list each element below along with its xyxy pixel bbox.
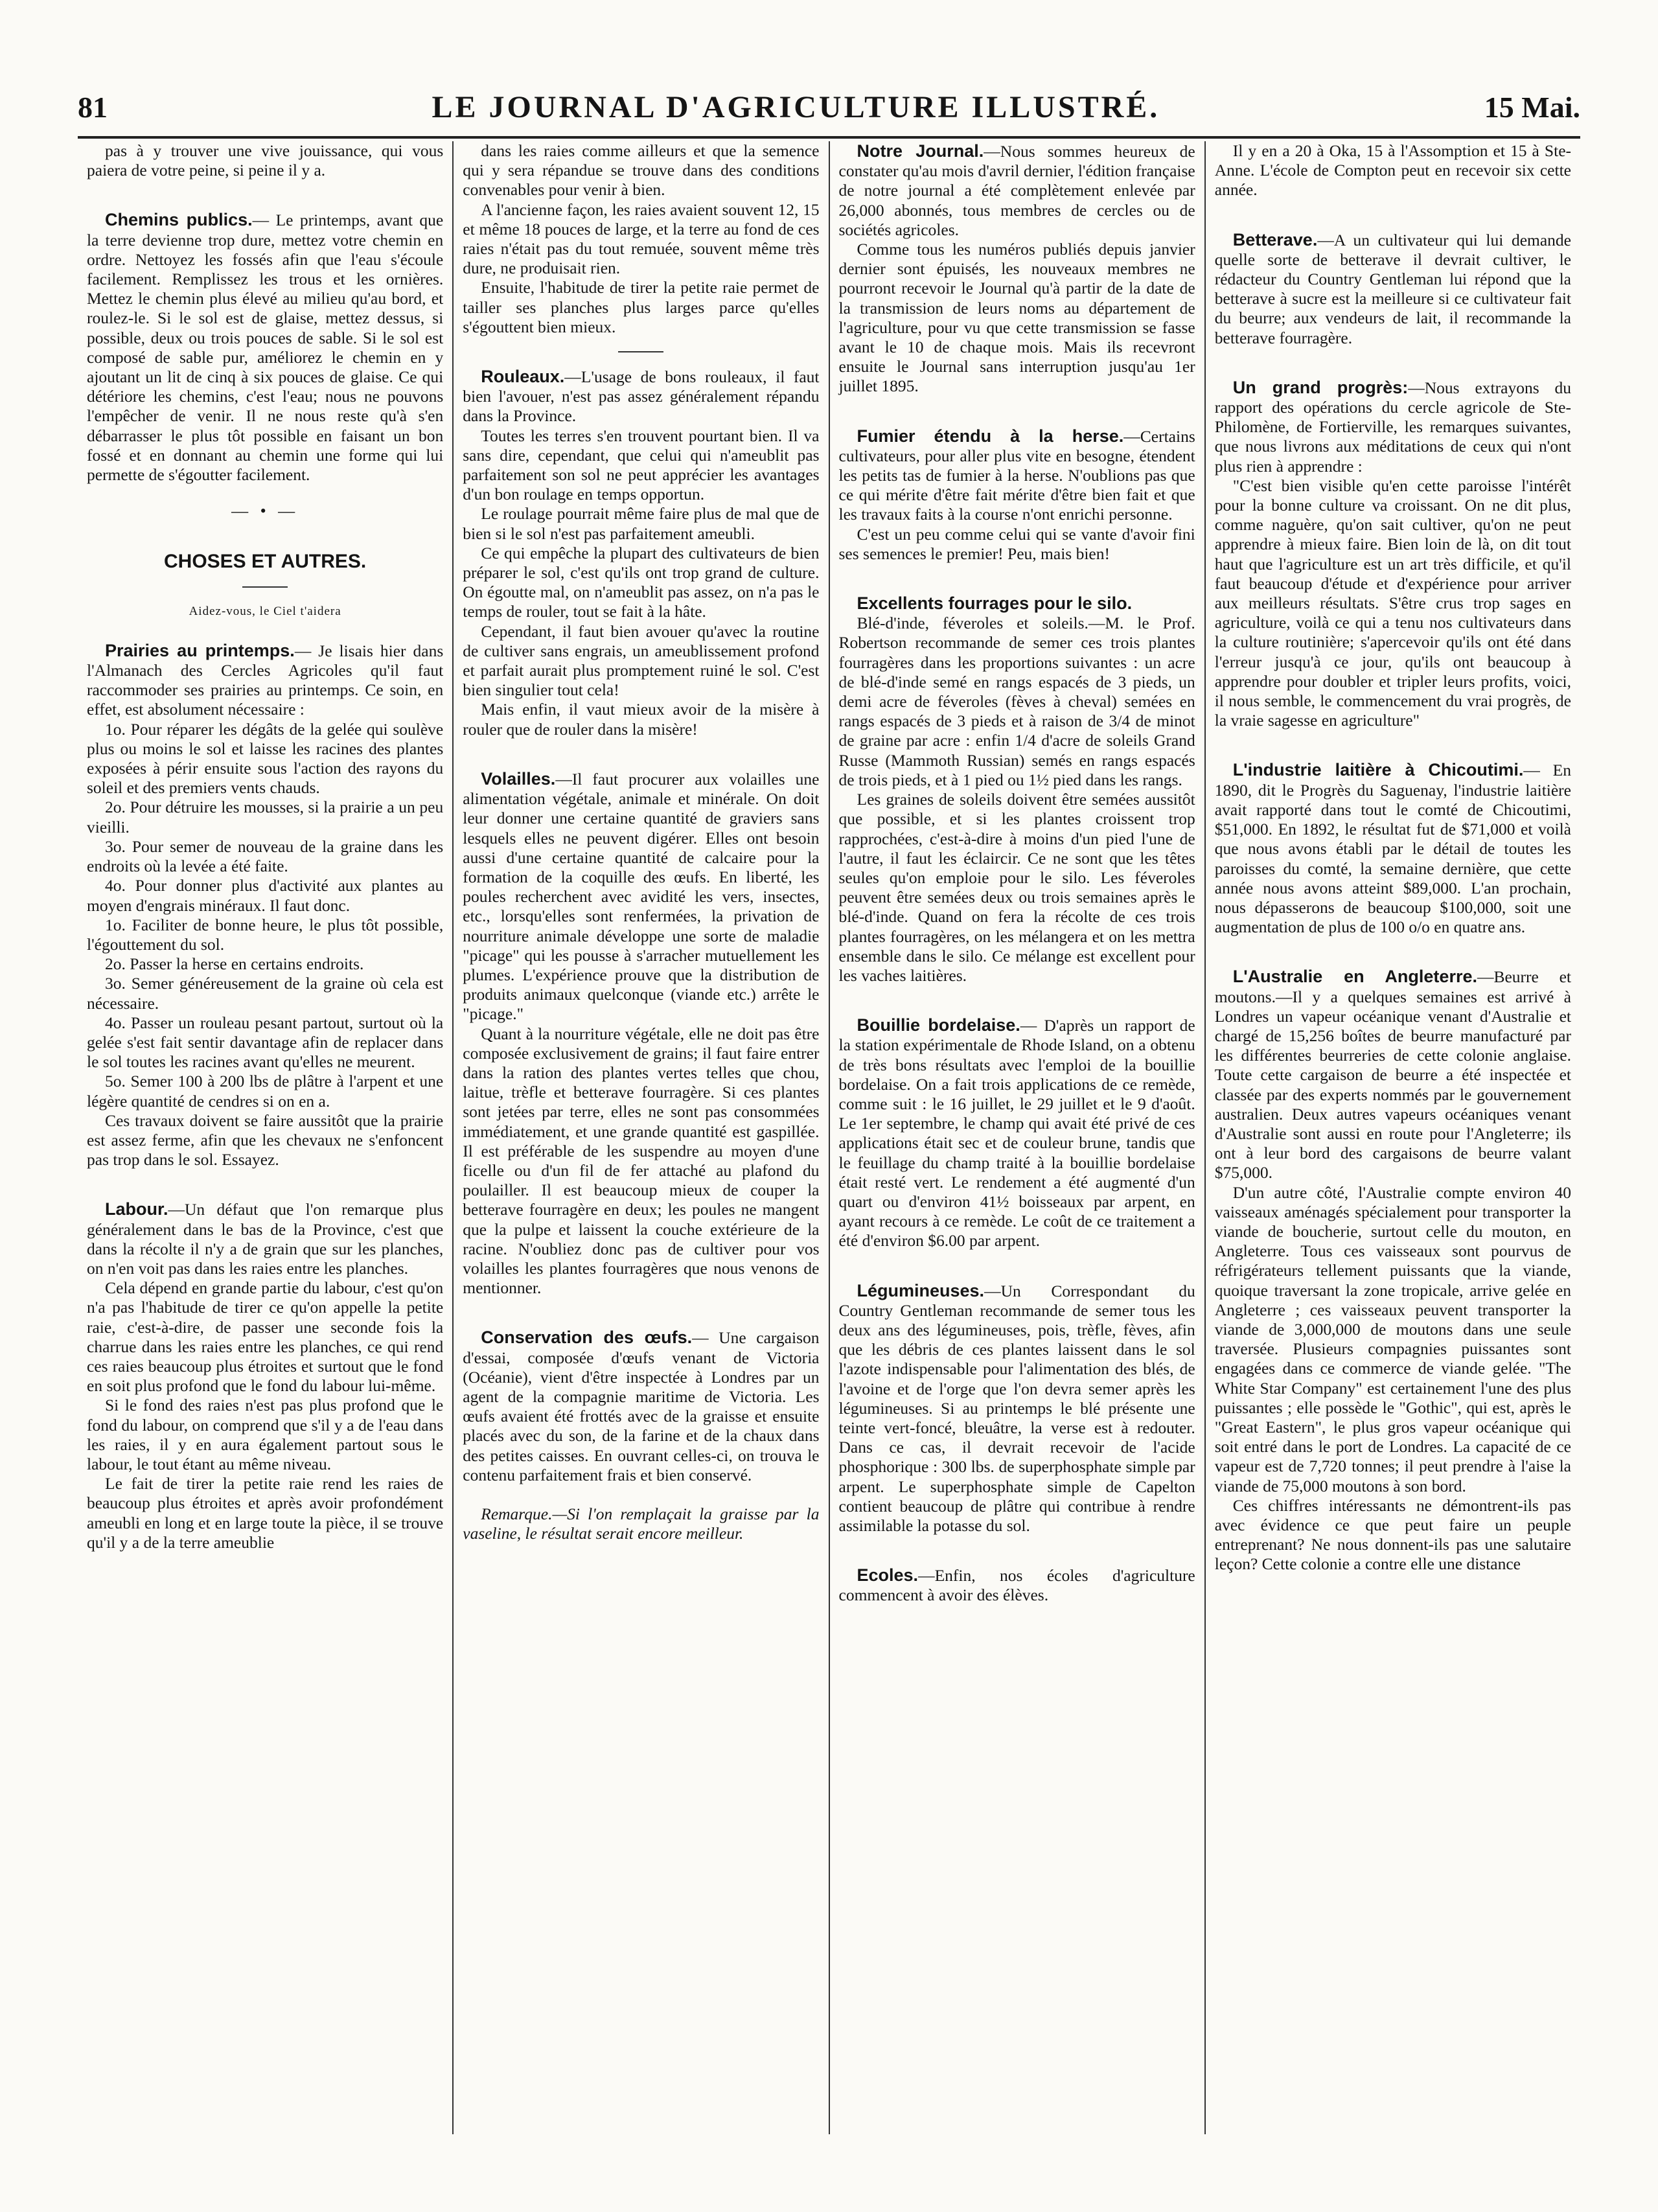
article-body: —Un Correspondant du Country Gentleman recommande de semer tous les deux ans des légumineuses, pois, trèfle, fèves, afin que les débris de ces plantes laissent dans le sol l'azote indispensable pour l'alimentation des blés, de l'avoine et de l'orge que l'on devra semer après les légumineuses. Si au printemps le blé présente une teinte vert-foncé, bleuâtre, la verse est à redouter. Dans ce cas, il devrait recevoir de l'acide phosphorique : 300 lbs. de superphosphate simple par arpent. Le superphosphate simple de Capelton contient beaucoup de plâtre qui contribue à rendre assimilable la potasse du sol.: [838, 1281, 1195, 1535]
paragraph: Si le fond des raies n'est pas plus profond que le fond du labour, on comprend que s'il y a de l'eau dans les raies, il y en aura également partout sous le labour, le tout étant au même niveau.: [87, 1396, 444, 1473]
article-volailles: [463, 769, 819, 1298]
paragraph: Ensuite, l'habitude de tirer la petite raie permet de tailler ses planches plus larges parce qu'elles s'égouttent bien mieux.: [463, 278, 820, 336]
section-heading: CHOSES ET AUTRES.: [163, 551, 367, 573]
divider: [618, 351, 663, 352]
paragraph: Cependant, il faut bien avouer qu'avec la routine de cultiver sans engrais, un ameublissement profond et parfait aurait plus promptement ruiné le sol. C'est bien singulier tout cela!: [463, 621, 820, 700]
article-columns: [78, 141, 1580, 2134]
list-item: 1o. Faciliter de bonne heure, le plus tôt possible, l'égouttement du sol.: [87, 915, 444, 954]
masthead: [78, 78, 1580, 139]
column-4: [1204, 141, 1580, 2134]
article-conservation: [463, 1328, 819, 1543]
article-body: —Certains cultivateurs, pour aller plus vite en besogne, étendent les petits tas de fumier à la herse. N'oublions pas que ce qui mérite d'être fait mérite d'être bien fait et que les travaux faits à la course n'ont enrichi personne.: [838, 426, 1195, 524]
article-title: Betterave.: [1232, 229, 1318, 249]
list-item: Ces travaux doivent se faire aussitôt que la prairie est assez ferme, afin que les chevaux ne s'enfoncent pas trop dans le sol. Essayez.: [87, 1111, 444, 1169]
article-betterave: [1215, 230, 1571, 348]
article-bouillie: [839, 1015, 1195, 1250]
article-title: Légumineuses.: [857, 1280, 985, 1300]
article-body: —Beurre et moutons.—Il y a quelques semaines est arrivé à Londres un vapeur océanique venant d'Australie et chargé de 15,256 boîtes de beurre manufacturé par les différentes beurreries de cette colonie anglaise. Toute cette cargaison de beurre a été inspectée et classée par des experts nommés par le gouvernement australien. Deux autres vapeurs océaniques venant d'Australie sont aussi en route pour l'Angleterre; ils ont à leur bord des cargaisons de beurre valant $75,000.: [1214, 967, 1571, 1182]
remark: Remarque.—Si l'on remplaçait la graisse par la vaseline, le résultat serait encore meilleur.: [463, 1504, 820, 1543]
article-title: Excellents fourrages pour le silo.: [857, 593, 1133, 614]
paragraph: Cela dépend en grande partie du labour, c'est qu'on n'a pas l'habitude de tirer ce qu'on appelle la petite raie, c'est-à-dire, de passer une seconde fois la charrue dans les raies entre les planches, ce qui rend ces raies beaucoup plus étroites et surtout que le fond en soit plus profond que le fond du labour lui-même.: [87, 1278, 444, 1396]
article-title: Fumier étendu à la herse.: [857, 426, 1124, 446]
article-labour: [87, 1199, 443, 1552]
article-body: — D'après un rapport de la station expérimentale de Rhode Island, on a obtenu de très bons résultats avec l'emploi de la bouillie bordelaise. On a fait trois applications de ce remède, comme suit : le 16 juillet, le 29 juillet et le 9 d'août. Le 1er septembre, le champ qui avait été privé de ces applications était sec et de couleur brune, tandis que le feuillage du champ traité à la bouillie bordelaise était resté vert. Le rendement a été augmenté d'un quart ou d'environ 41½ boisseaux par arpent, en ayant recours à ce remède. Le coût de ce traitement a été d'environ $6.00 par arpent.: [838, 1016, 1195, 1250]
paragraph: Quant à la nourriture végétale, elle ne doit pas être composée exclusivement de grains; il faut faire entrer dans la ration des plantes vertes telles que chou, laitue, trèfle et betterave fourragère. Si ces plantes sont jetées par terre, elles ne sont pas consommées immédiatement, et une grande quantité est gaspillée. Il est préférable de les suspendre au moyen d'une ficelle ou d'un fil de fer attaché au plafond du poulailler. Il est beaucoup mieux de couper la betterave fourragère en deux; les poules ne mangent que la pulpe et laissent la couche extérieure de la racine. N'oubliez donc pas de cultiver pour vos volailles les plantes fourragères que nous venons de mentionner.: [463, 1024, 820, 1298]
article-title: Notre Journal.: [857, 141, 984, 161]
article-ecoles: [839, 1565, 1195, 1605]
article-laitiere: [1215, 760, 1571, 937]
article-title: L'Australie en Angleterre.: [1232, 967, 1477, 987]
ornament-divider: — • —: [231, 501, 299, 521]
list-item: 5o. Semer 100 à 200 lbs de plâtre à l'arpent et une légère quantité de cendres si on en a.: [87, 1072, 444, 1111]
paragraph: D'un autre côté, l'Australie compte environ 40 vaisseaux aménagés spécialement pour transporter la viande de boucherie, surtout celle du mouton, en Angleterre. Tous ces vaisseaux sont pourvus de réfrigérateurs tellement puissants que la viande, quoique traversant la zone tropicale, arrive gelée en Angleterre ; ces vaisseaux peuvent transporter la viande de 3,000,000 de moutons dans une seule traversée. Plusieurs compagnies puissantes sont engagées dans ce commerce de viande gelée. "The White Star Company" est certainement l'une des plus puissantes ; elle possède le "Gothic", qui est, après le "Great Eastern", le plus gros vapeur océanique qui soit entré dans le port de Londres. La capacité de ce vapeur est de 7,720 tonnes; il peut prendre à l'aise la viande de 75,000 moutons à son bord.: [1214, 1182, 1571, 1495]
paragraph: Les graines de soleils doivent être semées aussitôt que possible, et si les plantes croissent trop rapprochées, c'est-à-dire à moins d'un pied l'une de l'autre, il faut les éclaircir. Ce ne sont que les têtes seules qu'on emploie pour le silo. Les féveroles peuvent être semées deux ou trois semaines après le blé-d'inde. Quand on fera la récolte de ces trois plantes fourragères, on les mélangera et on les mettra ensemble dans le silo. Ce mélange est excellent pour les vaches laitières.: [838, 790, 1195, 985]
article-fourrages: [839, 593, 1195, 985]
paragraph: Ce qui empêche la plupart des cultivateurs de bien préparer le sol, c'est qu'ils ont trop grand de culture. On égoutte mal, on n'ameublit pas assez, on n'a pas le temps de rouler, tout se fait à la hâte.: [463, 543, 820, 621]
article-title: Ecoles.: [857, 1565, 919, 1585]
article-progres: [1215, 378, 1571, 731]
issue-date: 15 Mai.: [1484, 90, 1580, 124]
divider: [242, 586, 288, 588]
article-journal: [839, 141, 1195, 397]
article-title: Volailles.: [481, 768, 556, 789]
article-rouleaux: [463, 367, 819, 739]
article-body: —Il faut procurer aux volailles une alimentation végétale, animale et minérale. On doit leur donner une certaine quantité de graviers sans lesquels elles ne peuvent digérer. Elles ont besoin aussi d'une certaine quantité de calcaire pour la formation de la coquille des œufs. En liberté, les poules recherchent avec avidité les vers, insectes, etc., lorsqu'elles sont renfermées, la privation de nourriture animale développe une sorte de maladie "picage" qui les pousse à s'arracher mutuellement les plumes. L'expérience prouve que la distribution de produits animaux quelconque (viande etc.) arrête le "picage.": [463, 769, 820, 1024]
article-body: Blé-d'inde, féveroles et soleils.—M. le Prof. Robertson recommande de semer ces trois plantes fourragères dans les proportions suivantes : un acre de blé-d'inde semé en rangs espacés de 3 pieds, un demi acre de féveroles (fèves à cheval) semées en rangs espacés de 3 pieds et à raison de 3/4 de minot de graine par acre : enfin 1/4 d'acre de soleils Grand Russe (Mammoth Russian) semés en rangs espacés de trois pieds, et à 1 pied ou 1½ pied dans les rangs.: [838, 614, 1195, 789]
article-body: — En 1890, dit le Progrès du Saguenay, l'industrie laitière avait rapporté dans tout le comté de Chicoutimi, $51,000. En 1892, le résultat fut de $71,000 et voilà que nous avons établi par le détail de toutes les paroisses du comté, la semaine dernière, que cette année nous avons atteint $89,000. L'an prochain, nous dépasserons de beaucoup $100,000, soit une augmentation de plus de 100 o/o en quatre ans.: [1214, 761, 1571, 937]
article-body: —Nous extrayons du rapport des opérations du cercle agricole de Ste-Philomène, de Fortierville, les remarques suivantes, que nous livrons aux méditations de ceux qui n'ont plus rien à apprendre :: [1214, 378, 1571, 476]
paragraph: C'est un peu comme celui qui se vante d'avoir fini ses semences le premier! Peu, mais bien!: [838, 524, 1195, 563]
article-title: Chemins publics.: [105, 210, 253, 230]
article-body: —A un cultivateur qui lui demande quelle sorte de betterave il devrait cultiver, le rédacteur du Country Gentleman lui répond que la betterave à sucre est la meilleure si ce cultivateur fait du beurre; aux vendeurs de lait, il recommande la betterave fourragère.: [1214, 230, 1571, 347]
column-3: [829, 141, 1204, 2134]
article-body: — Je lisais hier dans l'Almanach des Cercles Agricoles qu'il faut raccommoder ses prairies au printemps. Ce soin, en effet, est absolument nécessaire :: [87, 641, 444, 719]
list-item: 2o. Passer la herse en certains endroits.: [105, 954, 364, 974]
article-australie: [1215, 967, 1571, 1574]
article-title: L'industrie laitière à Chicoutimi.: [1232, 760, 1524, 780]
article-title: Rouleaux.: [481, 367, 565, 387]
paragraph: Le roulage pourrait même faire plus de mal que de bien si le sol n'est pas parfaitement ameubli.: [463, 504, 820, 543]
article-legumineuses: [839, 1281, 1195, 1536]
paragraph: Mais enfin, il vaut mieux avoir de la misère à rouler que de rouler dans la misère!: [463, 700, 820, 739]
article-body: —L'usage de bons rouleaux, il faut bien l'avouer, n'est pas assez généralement répandu dans la Province.: [463, 367, 820, 426]
article-body: —Nous sommes heureux de constater qu'au mois d'avril dernier, l'édition française de notre journal a été complètement enlevée par 26,000 abonnés, tous membres de cercles ou de sociétés agricoles.: [838, 142, 1195, 239]
newspaper-title: LE JOURNAL D'AGRICULTURE ILLUSTRÉ.: [432, 89, 1160, 124]
column-1: [78, 141, 452, 2134]
article-title: Un grand progrès:: [1232, 377, 1409, 397]
paragraph: A l'ancienne façon, les raies avaient souvent 12, 15 et même 18 pouces de large, et la terre au fond de ces raies n'était pas du tout remuée, souvent même très dure, ne produisait rien.: [463, 200, 820, 278]
continued-text: Il y en a 20 à Oka, 15 à l'Assomption et 15 à Ste-Anne. L'école de Compton peut en recevoir six cette année.: [1214, 141, 1571, 200]
list-item: 3o. Pour semer de nouveau de la graine dans les endroits où la levée a été faite.: [87, 836, 444, 876]
paragraph: Comme tous les numéros publiés depuis janvier dernier sont épuisés, les nouveaux membres ne pourront recevoir le Journal qu'à partir de la date de la transmission de leurs noms au département de l'agriculture, pour vu que cette transmission se fasse avant le 10 de chaque mois. Mais ils recevront ensuite le Journal sans interruption jusqu'au 1er juillet 1895.: [838, 240, 1195, 396]
paragraph: Ces chiffres intéressants ne démontrent-ils pas avec évidence ce que peut faire un peuple entreprenant? Ne nous donnent-ils pas une salutaire leçon? Cette colonie a contre elle une distance: [1214, 1495, 1571, 1574]
article-title: Bouillie bordelaise.: [857, 1015, 1020, 1035]
article-fumier: [839, 426, 1195, 564]
article-body: —Enfin, nos écoles d'agriculture commencent à avoir des élèves.: [838, 1566, 1195, 1605]
article-title: Labour.: [105, 1199, 168, 1219]
page-number: 81: [78, 90, 108, 124]
article-title: Prairies au printemps.: [105, 640, 295, 660]
list-item: 4o. Pour donner plus d'activité aux plantes au moyen d'engrais minéraux. Il faut donc.: [87, 876, 444, 915]
article-title: Conservation des œufs.: [481, 1328, 693, 1348]
paragraph: Toutes les terres s'en trouvent pourtant bien. Il va sans dire, cependant, que celui qui n'ameublit pas parfaitement son sol ne peut apprécier les avantages d'un bon roulage en temps opportun.: [463, 426, 820, 504]
paragraph: Le fait de tirer la petite raie rend les raies de beaucoup plus étroites et après avoir profondément ameubli en long et en large toute la pièce, il se trouve qu'il y a de la terre ameublie: [87, 1474, 444, 1552]
motto: Aidez-vous, le Ciel t'aidera: [189, 604, 341, 618]
list-item: 3o. Semer généreusement de la graine où cela est nécessaire.: [87, 974, 444, 1013]
article-prairies: [87, 641, 443, 1169]
column-2: [452, 141, 828, 2134]
article-body: —Un défaut que l'on remarque plus généralement dans le bas de la Province, c'est que dans la récolte il n'y a de grain que sur les planches, on n'en voit pas dans les raies entre les planches.: [87, 1200, 444, 1278]
article-body: — Une cargaison d'essai, composée d'œufs venant de Victoria (Océanie), vient d'être inspectée à Londres par un agent de la compagnie maritime de Victoria. Les œufs avaient été frottés avec de la graisse et ensuite placés avec du son, de la farine et de la chaux dans des petites caisses. En ouvrant celles-ci, on trouva le contenu parfaitement frais et bien conservé.: [463, 1328, 820, 1484]
list-item: 2o. Pour détruire les mousses, si la prairie a un peu vieilli.: [87, 798, 444, 836]
quotation: "C'est bien visible qu'en cette paroisse l'intérêt pour la bonne culture va croissant. On ne dit plus, comme naguère, qu'on sait cultiver, qu'on ne peut apprendre à mieux faire. Bien loin de là, on dit tout haut que l'agriculture est un art très difficile, et qu'il faut beaucoup d'étude et d'expérience pour arriver aux meilleurs résultats. S'être crus trop sages en agriculture, voilà ce qui a tenu nos cultivateurs dans la culture routinière; s'apercevoir qu'ils ont été dans l'erreur jusqu'à ce jour, qu'ils ont beaucoup à apprendre pour doubler et tripler leurs profits, voici, il nous semble, le commencement du vrai progrès, de la vraie sagesse en agriculture": [1214, 476, 1571, 730]
continued-text: dans les raies comme ailleurs et que la semence qui y sera répandue se trouve dans des conditions convenables pour venir à bien.: [463, 141, 820, 200]
list-item: 1o. Pour réparer les dégâts de la gelée qui soulève plus ou moins le sol et laisse les racines des plantes exposées à périr ensuite sous l'action des rayons du soleil et des premiers vents chauds.: [87, 719, 444, 798]
article-body: — Le printemps, avant que la terre devienne trop dure, mettez votre chemin en ordre. Nettoyez les fossés afin que l'eau s'écoule facilement. Remplissez les trous et les ornières. Mettez le chemin plus élevé au milieu qu'au bord, et roulez-le. Si le sol est de glaise, mettez dessus, si possible, deux ou trois pouces de sable. Si le sol est composé de sable pur, améliorez le chemin en y ajoutant un lit de cinq à six pouces de glaise. Ce qui détériore les chemins, c'est l'eau; nous ne pouvons l'empêcher de venir. Il ne nous reste qu'à s'en débarrasser le plus tôt possible en faisant un bon fossé et en donnant au chemin une forme qui lui permette de s'égoutter facilement.: [87, 211, 444, 485]
article-chemins: [87, 210, 443, 485]
list-item: 4o. Passer un rouleau pesant partout, surtout où la gelée s'est fait sentir davantage afin de replacer dans le sol toutes les racines avant qu'elles ne meurent.: [87, 1013, 444, 1072]
continued-text: pas à y trouver une vive jouissance, qui vous paiera de votre peine, si peine il y a.: [87, 141, 444, 180]
